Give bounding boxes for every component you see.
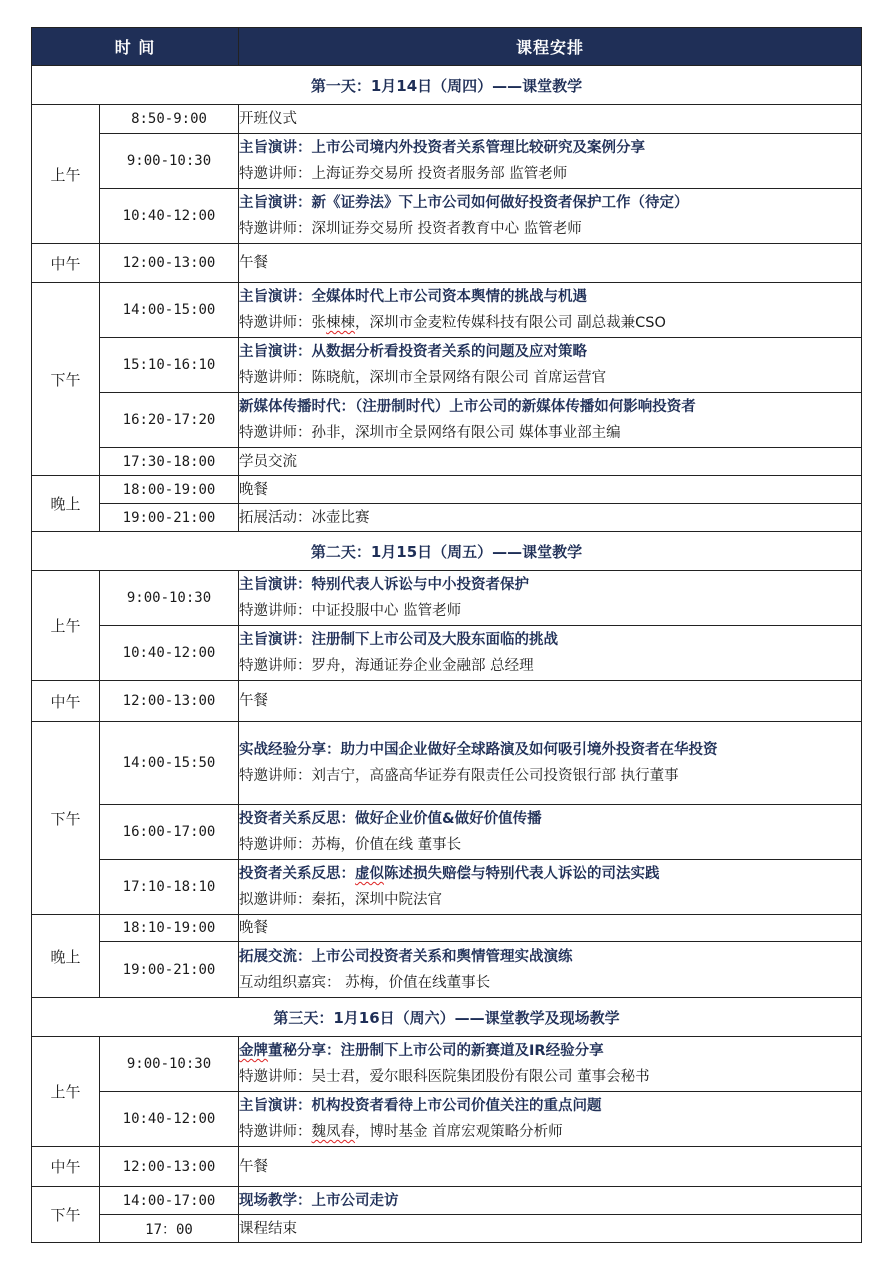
time-cell: 17:30-18:00 [100,448,239,476]
speaker-text: 特邀讲师： [239,1124,312,1140]
session-cell [239,1037,862,1092]
header-schedule: 课程安排 [239,28,862,66]
period-noon: 中午 [32,244,100,283]
time-cell: 16:00-17:00 [100,805,239,860]
session-text: 学员交流 [239,453,298,470]
session-title: 实战经验分享：助力中国企业做好全球路演及如何吸引境外投资者在华投资 [239,742,718,758]
session-cell [239,571,862,626]
time-cell: 9:00-10:30 [100,571,239,626]
session-cell [239,915,862,942]
session-cell [239,1187,862,1215]
time-cell: 18:00-19:00 [100,476,239,504]
period-morning: 上午 [32,105,100,244]
session-title: 主旨演讲：机构投资者看待上市公司价值关注的重点问题 [239,1098,602,1114]
day2-heading: 第二天：1月15日（周五）——课堂教学 [32,532,862,571]
period-afternoon: 下午 [32,722,100,915]
time-cell: 14:00-15:00 [100,283,239,338]
session-title: 拓展交流：上市公司投资者关系和舆情管理实战演练 [239,948,573,965]
speaker-name-underlined: 棟棟 [326,315,356,331]
time-cell: 14:00-15:50 [100,722,239,805]
session-speaker: 特邀讲师：孙非，深圳市全景网络有限公司 媒体事业部主编 [239,425,621,441]
session-title: 主旨演讲：全媒体时代上市公司资本舆情的挑战与机遇 [239,289,588,305]
speaker-text: ，深圳市金麦粒传媒科技有限公司 副总裁兼CSO [355,315,666,331]
time-cell: 10:40-12:00 [100,189,239,244]
session-cell [239,338,862,393]
session-text: 拓展活动：冰壶比赛 [239,509,370,526]
session-title: 投资者关系反思：做好企业价值&做好价值传播 [239,811,542,827]
speaker-name-underlined: 魏凤春 [311,1124,356,1140]
time-cell: 17：00 [100,1215,239,1243]
speaker-text: ，博时基金 首席宏观策略分析师 [355,1124,563,1140]
session-text: 开班仪式 [239,111,298,127]
period-afternoon: 下午 [32,283,100,476]
time-cell: 10:40-12:00 [100,626,239,681]
time-cell: 10:40-12:00 [100,1092,239,1147]
session-cell [239,448,862,476]
schedule-table [31,27,862,1243]
session-text: 午餐 [239,693,269,709]
session-speaker: 互动组织嘉宾： 苏梅，价值在线董事长 [239,974,491,991]
title-text: 陈述损失赔偿与特别代表人诉讼的司法实践 [384,866,660,882]
session-text: 午餐 [239,1158,269,1175]
session-cell [239,134,862,189]
table-header [32,28,862,66]
session-title: 新媒体传播时代：（注册制时代）上市公司的新媒体传播如何影响投资者 [239,399,696,415]
title-text: 投资者关系反思： [239,866,356,882]
session-cell [239,1215,862,1243]
session-title [239,861,861,887]
session-text: 课程结束 [239,1220,298,1237]
session-speaker: 特邀讲师：上海证券交易所 投资者服务部 监管老师 [239,166,568,182]
time-cell: 19:00-21:00 [100,942,239,998]
session-cell [239,189,862,244]
header-time: 时 间 [32,28,239,66]
session-speaker [239,1119,861,1145]
time-cell: 8:50-9:00 [100,105,239,134]
speaker-text: 特邀讲师：张 [239,315,327,331]
session-speaker: 拟邀讲师：秦拓，深圳中院法官 [239,892,443,908]
session-text: 晚餐 [239,920,269,936]
time-cell: 18:10-19:00 [100,915,239,942]
time-cell: 19:00-21:00 [100,504,239,532]
period-morning: 上午 [32,1037,100,1147]
session-cell [239,393,862,448]
session-cell [239,942,862,998]
session-cell [239,105,862,134]
session-cell [239,860,862,915]
session-speaker: 特邀讲师：中证投服中心 监管老师 [239,603,462,619]
session-speaker [239,310,861,336]
session-text: 晚餐 [239,481,269,498]
session-cell [239,722,862,805]
title-underlined: 虚似 [355,866,385,882]
session-cell [239,681,862,722]
session-speaker: 特邀讲师：吴士君，爱尔眼科医院集团股份有限公司 董事会秘书 [239,1069,650,1085]
session-title: 主旨演讲：新《证券法》下上市公司如何做好投资者保护工作（待定） [239,195,689,211]
session-title: 现场教学：上市公司走访 [239,1192,399,1209]
time-cell: 17:10-18:10 [100,860,239,915]
session-title: 主旨演讲：从数据分析看投资者关系的问题及应对策略 [239,344,588,360]
session-title: 主旨演讲：特别代表人诉讼与中小投资者保护 [239,577,530,593]
period-evening: 晚上 [32,476,100,532]
session-speaker: 特邀讲师：罗舟，海通证券企业金融部 总经理 [239,658,534,674]
session-cell [239,1147,862,1187]
period-evening: 晚上 [32,915,100,998]
time-cell: 12:00-13:00 [100,1147,239,1187]
session-cell [239,626,862,681]
time-cell: 9:00-10:30 [100,1037,239,1092]
session-cell [239,805,862,860]
title-text: 董秘分享：注册制下上市公司的新赛道及IR经验分享 [268,1043,604,1059]
time-cell: 12:00-13:00 [100,244,239,283]
time-cell: 16:20-17:20 [100,393,239,448]
session-cell [239,476,862,504]
session-speaker: 特邀讲师：刘吉宁，高盛高华证券有限责任公司投资银行部 执行董事 [239,768,679,784]
session-speaker: 特邀讲师：苏梅，价值在线 董事长 [239,837,462,853]
time-cell: 14:00-17:00 [100,1187,239,1215]
session-cell [239,504,862,532]
period-noon: 中午 [32,681,100,722]
session-cell [239,1092,862,1147]
session-cell [239,283,862,338]
day3-heading: 第三天：1月16日（周六）——课堂教学及现场教学 [32,998,862,1037]
title-underlined: 金牌 [239,1043,269,1059]
period-noon: 中午 [32,1147,100,1187]
period-afternoon: 下午 [32,1187,100,1243]
session-title: 主旨演讲：上市公司境内外投资者关系管理比较研究及案例分享 [239,140,646,156]
time-cell: 15:10-16:10 [100,338,239,393]
time-cell: 12:00-13:00 [100,681,239,722]
session-cell [239,244,862,283]
time-cell: 9:00-10:30 [100,134,239,189]
period-morning: 上午 [32,571,100,681]
day1-heading: 第一天：1月14日（周四）——课堂教学 [32,66,862,105]
session-title: 主旨演讲：注册制下上市公司及大股东面临的挑战 [239,632,559,648]
session-speaker: 特邀讲师：深圳证券交易所 投资者教育中心 监管老师 [239,221,582,237]
session-title [239,1038,861,1064]
session-speaker: 特邀讲师：陈晓航，深圳市全景网络有限公司 首席运营官 [239,370,607,386]
session-text: 午餐 [239,255,269,271]
